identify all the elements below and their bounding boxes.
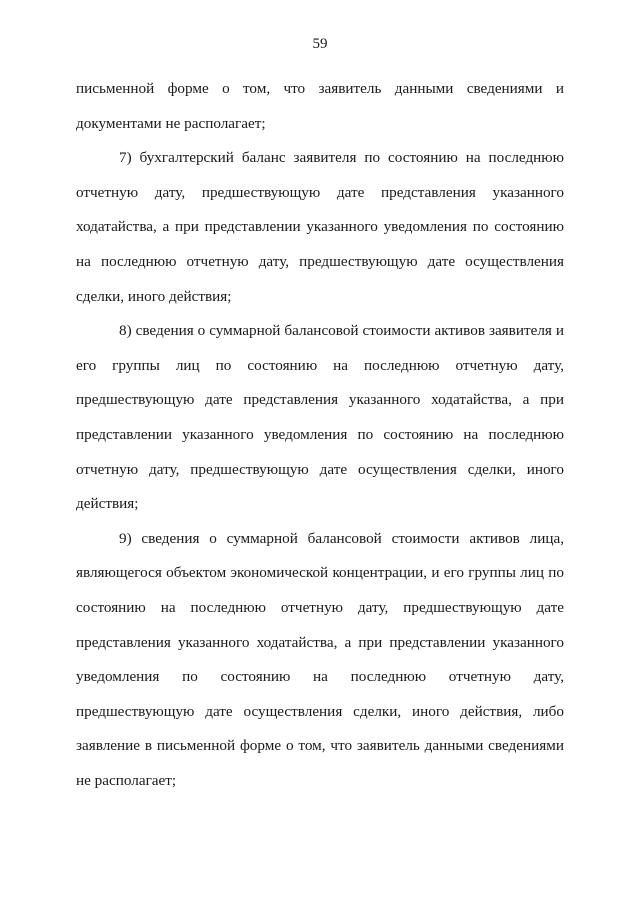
paragraph-item-7: 7) бухгалтерский баланс заявителя по состоянию на последнюю отчетную дату, предшествующую дате представления указанного ходатайства, а при представлении указанного уведомления по состоянию на последнюю отчетную дату, предшествующую дате осуществления сделки, иного действия; xyxy=(76,149,564,305)
page-number: 59 xyxy=(312,36,328,52)
paragraph-item-8: 8) сведения о суммарной балансовой стоимости активов заявителя и его группы лиц по состоянию на последнюю отчетную дату, предшествующую дате представления указанного ходатайства, а при представлении указанного уведомления по состоянию на последнюю отчетную дату, предшествующую дате осуществления сделки, иного действия; xyxy=(76,322,564,513)
document-body xyxy=(76,72,564,798)
paragraph-continuation: письменной форме о том, что заявитель данными сведениями и документами не располагает; xyxy=(76,80,564,132)
paragraph-item-9: 9) сведения о суммарной балансовой стоимости активов лица, являющегося объектом экономической концентрации, и его группы лиц по состоянию на последнюю отчетную дату, предшествующую дате представления указанного ходатайства, а при представлении указанного уведомления по состоянию на последнюю отчетную дату, предшествующую дате осуществления сделки, иного действия, либо заявление в письменной форме о том, что заявитель данными сведениями не располагает; xyxy=(76,529,564,789)
